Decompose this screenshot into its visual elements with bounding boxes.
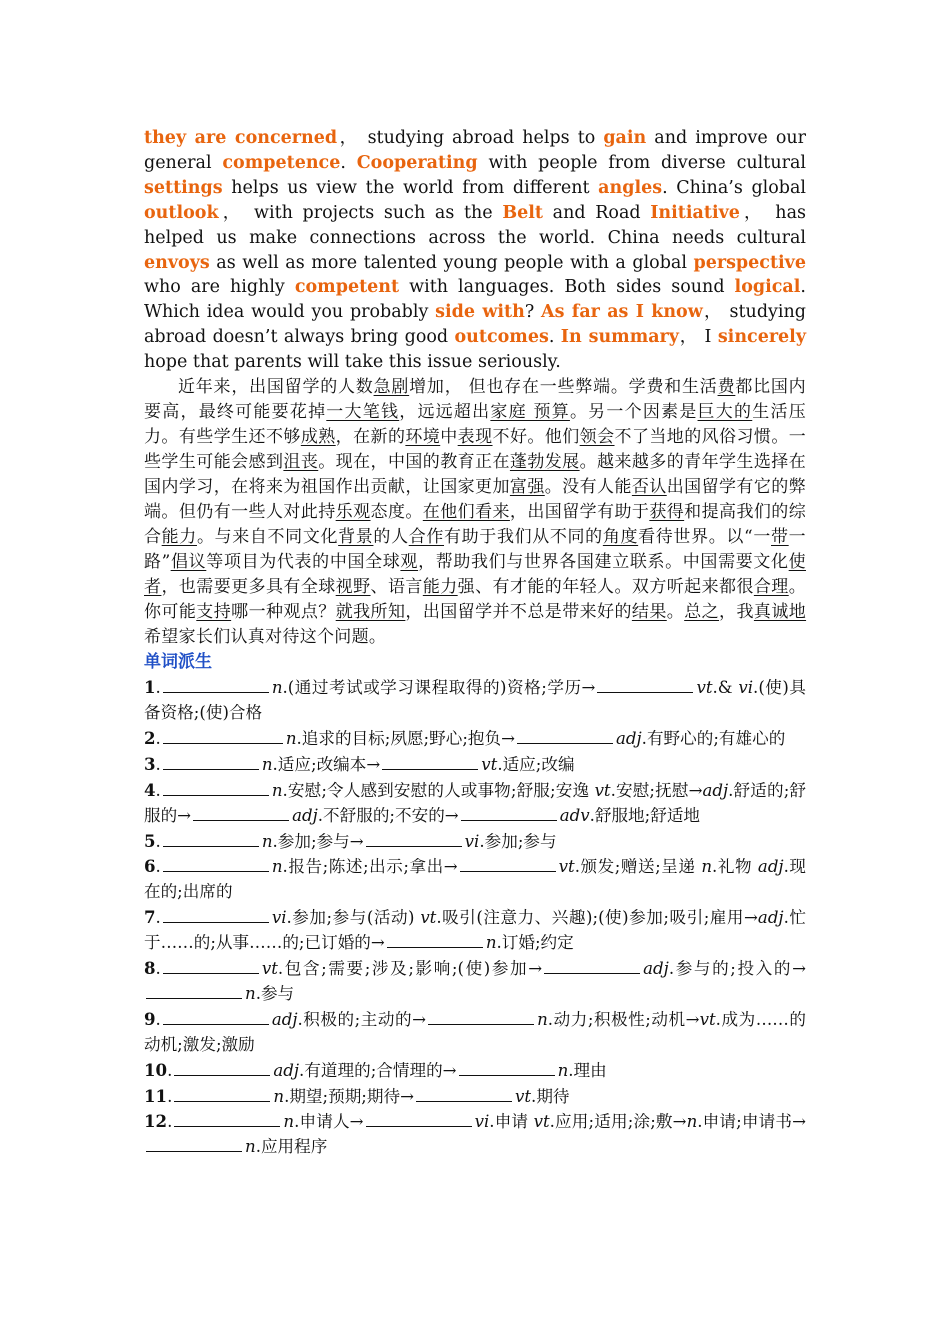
part-of-speech: vt (699, 1009, 716, 1029)
item-number: 6 (144, 856, 156, 877)
item-text: .应用程序 (255, 1137, 328, 1157)
part-of-speech: n (285, 728, 297, 748)
item-text: . (155, 857, 161, 877)
part-of-speech: adv (559, 805, 590, 825)
translation-text: 的人 (373, 527, 409, 548)
item-text: .成为……的动机;激发;激励 (144, 1009, 807, 1054)
translation-text: ，出国留学并不总是带来好的 (405, 602, 632, 623)
underlined-term: 角度 (602, 527, 639, 548)
essay-text: ， with projects such as the (218, 202, 503, 223)
underlined-term: 背景 (338, 527, 374, 548)
answer-blank[interactable] (163, 728, 283, 744)
underlined-term: 一大笔钱 (326, 402, 400, 423)
part-of-speech: n (271, 857, 283, 877)
part-of-speech: n (485, 933, 497, 953)
item-text: .适应;改编本→ (272, 754, 381, 774)
part-of-speech: vt (481, 754, 498, 774)
highlighted-term: outcomes (454, 327, 549, 348)
part-of-speech: vi (271, 908, 287, 928)
item-number: 1 (144, 677, 156, 698)
exercise-item (144, 854, 806, 905)
item-text: . (167, 1112, 173, 1132)
translation-text: 。现在，中国的教育正在 (318, 452, 510, 473)
answer-blank[interactable] (366, 1111, 472, 1127)
item-number: 8 (144, 958, 156, 979)
part-of-speech: vt (420, 908, 437, 928)
item-text: .积极的;主动的→ (297, 1009, 427, 1029)
item-text: .参加;参与→ (272, 831, 364, 851)
underlined-term: 家庭 预算 (490, 402, 570, 423)
underlined-term: 环境 (405, 427, 441, 448)
item-number: 3 (144, 753, 156, 774)
item-text: .动力;积极性;动机→ (547, 1009, 700, 1029)
answer-blank[interactable] (544, 958, 640, 974)
part-of-speech: vi (474, 1112, 490, 1132)
part-of-speech: n (557, 1060, 569, 1080)
translation-text: ，帮助我们与世界各国建立联系。中国需要文化 (418, 552, 789, 573)
part-of-speech: vt (533, 1112, 550, 1132)
item-text: .安慰;抚慰→ (610, 780, 703, 800)
item-number: 7 (144, 907, 156, 928)
translation-text: 希望家长们认真对待这个问题。 (144, 627, 387, 648)
highlighted-term: sincerely (717, 327, 806, 348)
item-text: .期望;预期;期待→ (284, 1086, 414, 1106)
highlighted-term: competence (222, 152, 341, 173)
answer-blank[interactable] (174, 1086, 270, 1102)
highlighted-term: gain (603, 128, 647, 148)
item-number: 11 (144, 1085, 168, 1106)
english-essay-paragraph (144, 126, 806, 375)
translation-text: 看待世界。以“一 (638, 527, 772, 548)
underlined-term: 沮丧 (283, 452, 319, 473)
part-of-speech: vi (464, 831, 480, 851)
underlined-term: 合作 (408, 527, 445, 548)
essay-text: . (548, 327, 561, 348)
underlined-term: 观 (400, 552, 419, 573)
exercise-item (144, 905, 806, 956)
underlined-term: 能力 (422, 577, 458, 598)
answer-blank[interactable] (163, 831, 259, 847)
exercise-item (144, 675, 806, 726)
item-number: 2 (144, 727, 156, 748)
essay-text: ， studying abroad doesn’t always bring good (144, 302, 806, 348)
part-of-speech: n (283, 1112, 295, 1132)
translation-text: ，我 (719, 602, 754, 623)
item-text: .追求的目标;夙愿;野心;抱负→ (296, 728, 515, 748)
highlighted-term: settings (144, 177, 223, 198)
translation-text: 等项目为代表的中国全球 (206, 552, 401, 573)
item-text: .应用;适用;涂;敷→ (549, 1112, 687, 1132)
answer-blank[interactable] (174, 1111, 280, 1127)
highlighted-term: Cooperating (356, 152, 478, 173)
answer-blank[interactable] (163, 780, 269, 796)
item-text: .适应;改编 (497, 754, 575, 774)
underlined-term: 倡议 (170, 552, 207, 573)
essay-text: . (340, 152, 357, 173)
translation-text: ，远远超出 (399, 402, 491, 423)
item-text: .申请人→ (294, 1112, 364, 1132)
underlined-term: 能力 (161, 527, 197, 548)
translation-text: 都比国内要高，最终可能要花掉 (144, 377, 806, 423)
exercise-item (144, 829, 806, 855)
underlined-term: 合理 (753, 577, 789, 598)
essay-text: ， studying abroad helps to (337, 128, 604, 148)
exercise-item (144, 956, 806, 1007)
item-text: .参与 (255, 983, 295, 1003)
item-text: . (155, 728, 161, 748)
part-of-speech: adj (292, 805, 318, 825)
part-of-speech: n (245, 1137, 256, 1157)
part-of-speech: adj (643, 959, 669, 979)
translation-text: 出国留学有它的弊端。但仍有一些人对此持 (144, 477, 806, 523)
underlined-term: 巨大的 (697, 402, 753, 423)
exercise-item (144, 1109, 806, 1160)
exercise-item (144, 752, 806, 778)
item-text: .有道理的;合情理的→ (299, 1060, 457, 1080)
underlined-term: 带 (771, 527, 789, 548)
answer-blank[interactable] (163, 958, 259, 974)
answer-blank[interactable] (163, 907, 269, 923)
underlined-term: 成熟 (300, 427, 336, 448)
underlined-term: 乐观 (335, 502, 371, 523)
answer-blank[interactable] (428, 1009, 534, 1025)
part-of-speech: adj (757, 908, 784, 928)
part-of-speech: n (261, 831, 273, 851)
highlighted-term: outlook (144, 202, 219, 223)
answer-blank[interactable] (597, 677, 693, 693)
part-of-speech: adj (271, 1009, 298, 1029)
underlined-term: 使者 (144, 552, 806, 598)
highlighted-term: Initiative (650, 202, 740, 223)
item-text: . (155, 831, 161, 851)
translation-text: 近年来，出国留学的人数 (178, 377, 374, 398)
answer-blank[interactable] (460, 856, 556, 872)
highlighted-term: angles (598, 177, 663, 198)
item-number: 9 (144, 1008, 156, 1029)
part-of-speech: vi (738, 678, 754, 698)
part-of-speech: n (701, 857, 713, 877)
answer-blank[interactable] (517, 728, 613, 744)
translation-text: 、语言 (370, 577, 423, 598)
item-text: .忙于……的;从事……的;已订婚的→ (144, 908, 806, 953)
item-text: .(通过考试或学习课程取得的)资格;学历→ (282, 678, 596, 698)
translation-text: 。你可能 (144, 577, 807, 623)
translation-text: 。没有人能 (544, 477, 632, 498)
translation-text: 有助于我们从不同的 (444, 527, 603, 548)
essay-text: ， has helped us make connections across the world. China needs cultural (144, 202, 806, 248)
item-text: . (167, 1086, 173, 1106)
underlined-term: 支持 (196, 602, 232, 623)
answer-blank[interactable] (163, 1009, 269, 1025)
item-text: .礼物 (712, 857, 758, 877)
translation-text: 。越来越多的青年学生选择在国内学习，在将来为祖国作出贡献，让国家更加 (144, 452, 806, 498)
translation-text: 不好。他们 (492, 427, 580, 448)
underlined-term: 总之 (684, 602, 720, 623)
underlined-term: 在他们看来 (422, 502, 510, 523)
item-text: .参与的;投入的→ (668, 959, 806, 979)
translation-text: 。与来自不同文化 (196, 527, 339, 548)
translation-text: 强、有才能的年轻人。双方听起来都很 (457, 577, 754, 598)
translation-text: 。 (666, 602, 685, 623)
underlined-term: 蓬勃发展 (509, 452, 580, 473)
item-text: .申请;申请书→ (697, 1112, 806, 1132)
essay-text: . China’s global (662, 177, 807, 198)
item-text: .报告;陈述;出示;拿出→ (282, 857, 458, 877)
underlined-term: 表现 (457, 427, 493, 448)
answer-blank[interactable] (416, 1086, 512, 1102)
answer-blank[interactable] (146, 983, 242, 999)
answer-blank[interactable] (174, 1060, 270, 1076)
answer-blank[interactable] (461, 805, 557, 821)
item-text: .安慰;令人感到安慰的人或事物;舒服;安逸 (282, 780, 595, 800)
part-of-speech: adj (757, 857, 784, 877)
part-of-speech: n (245, 983, 256, 1003)
underlined-term: 富强 (509, 477, 545, 498)
essay-text: and improve our general (144, 128, 806, 173)
underlined-term: 真诚地 (753, 602, 807, 623)
item-number: 4 (144, 779, 156, 800)
highlighted-term: In summary (560, 327, 679, 348)
item-text: .(使)具备资格;(使)合格 (144, 678, 806, 722)
highlighted-term: competent (294, 277, 400, 298)
highlighted-term: perspective (693, 252, 806, 273)
exercise-item (144, 1058, 806, 1084)
underlined-term: 费 (717, 377, 736, 398)
item-text: .舒适的;舒服的→ (144, 780, 806, 825)
underlined-term: 否认 (631, 477, 667, 498)
part-of-speech: n (271, 780, 283, 800)
essay-text: who are highly (144, 277, 295, 298)
answer-blank[interactable] (163, 677, 269, 693)
item-text: .订婚;约定 (496, 933, 574, 953)
answer-blank[interactable] (163, 754, 259, 770)
answer-blank[interactable] (459, 1060, 555, 1076)
item-text: .理由 (568, 1060, 607, 1080)
item-number: 5 (144, 830, 156, 851)
word-derivation-list (144, 675, 806, 1160)
part-of-speech: vt (696, 678, 713, 698)
answer-blank[interactable] (387, 932, 483, 948)
underlined-term: 结果 (631, 602, 667, 623)
answer-blank[interactable] (366, 831, 462, 847)
translation-text: 和提高我们的综合 (144, 502, 807, 548)
highlighted-term: Belt (502, 202, 543, 223)
answer-blank[interactable] (163, 856, 269, 872)
translation-text: 增加， 但也存在一些弊端。学费和生活 (409, 377, 718, 398)
translation-text: 不了当地的风俗习惯。一些学生可能会感到 (144, 427, 807, 473)
item-text: . (155, 678, 161, 698)
item-text: . (155, 754, 161, 774)
translation-text: ，也需要更多具有全球 (161, 577, 336, 598)
underlined-term: 视野 (335, 577, 371, 598)
highlighted-term: they are concerned (144, 128, 338, 148)
item-text: .有野心的;有雄心的 (641, 728, 786, 748)
item-text: . (155, 780, 161, 800)
item-text: .参加;参与 (479, 831, 557, 851)
underlined-term: 就我所知 (335, 602, 406, 623)
essay-text: hope that parents will take this issue seriously. (144, 352, 561, 373)
item-text: .申请 (489, 1112, 534, 1132)
part-of-speech: vt (261, 959, 278, 979)
part-of-speech: adj (616, 728, 642, 748)
part-of-speech: n (261, 754, 273, 774)
translation-text: 一路” (144, 527, 806, 573)
item-text: .颁发;赠送;呈递 (574, 857, 702, 877)
item-text: .吸引(注意力、兴趣);(使)参加;吸引;雇用→ (436, 908, 758, 928)
highlighted-term: As far as I know (541, 302, 703, 323)
translation-text: 生活压力。有些学生还不够 (144, 402, 807, 448)
item-text: . (155, 908, 161, 928)
essay-text: and Road (542, 202, 651, 223)
underlined-term: 领会 (579, 427, 615, 448)
part-of-speech: vt (515, 1086, 532, 1106)
item-text: .现在的;出席的 (144, 857, 806, 902)
essay-text: with languages. Both sides sound (399, 277, 735, 298)
item-text: .包含;需要;涉及;影响;(使)参加→ (277, 959, 543, 979)
part-of-speech: n (273, 1086, 285, 1106)
underlined-term: 急剧 (373, 377, 410, 398)
item-text: .参加;参与(活动) (286, 908, 421, 928)
essay-text: ， I (678, 327, 718, 348)
essay-text: helps us view the world from different (222, 177, 599, 198)
part-of-speech: n (271, 678, 283, 698)
underlined-term: 获得 (649, 502, 685, 523)
part-of-speech: n (537, 1009, 548, 1029)
item-text: . (167, 1060, 173, 1080)
highlighted-term: envoys (144, 252, 210, 273)
translation-text: 哪一种观点？ (231, 602, 336, 623)
part-of-speech: vt (558, 857, 575, 877)
essay-text: with people from diverse cultural (477, 152, 806, 173)
item-number: 12 (144, 1111, 168, 1132)
answer-blank[interactable] (382, 754, 478, 770)
translation-text: 中 (440, 427, 458, 448)
translation-text: 。另一个因素是 (569, 402, 698, 423)
item-number: 10 (144, 1059, 168, 1080)
highlighted-term: side with (435, 302, 525, 323)
item-text: .不舒服的;不安的→ (317, 805, 459, 825)
item-text: . (155, 959, 161, 979)
part-of-speech: vt (594, 780, 611, 800)
part-of-speech: adj (702, 780, 729, 800)
chinese-translation-paragraph (144, 375, 806, 650)
item-text: .期待 (531, 1086, 570, 1106)
exercise-item (144, 778, 806, 829)
section-title: 单词派生 (144, 652, 212, 673)
highlighted-term: logical (734, 277, 801, 298)
item-text: .& (712, 678, 739, 698)
exercise-item (144, 1007, 806, 1058)
essay-text: . Which idea would you probably (144, 277, 806, 323)
item-text: .舒服地;舒适地 (589, 805, 701, 825)
part-of-speech: adj (273, 1060, 300, 1080)
essay-text: as well as more talented young people with a global (209, 252, 694, 273)
item-text: . (155, 1009, 161, 1029)
translation-text: 态度。 (370, 502, 423, 523)
translation-text: ，在新的 (335, 427, 406, 448)
exercise-item (144, 1084, 806, 1110)
answer-blank[interactable] (146, 1136, 242, 1152)
essay-text: ? (524, 302, 542, 323)
translation-text: ，出国留学有助于 (509, 502, 650, 523)
part-of-speech: n (686, 1112, 698, 1132)
answer-blank[interactable] (193, 805, 289, 821)
exercise-item (144, 726, 806, 752)
document-page (144, 126, 806, 1160)
